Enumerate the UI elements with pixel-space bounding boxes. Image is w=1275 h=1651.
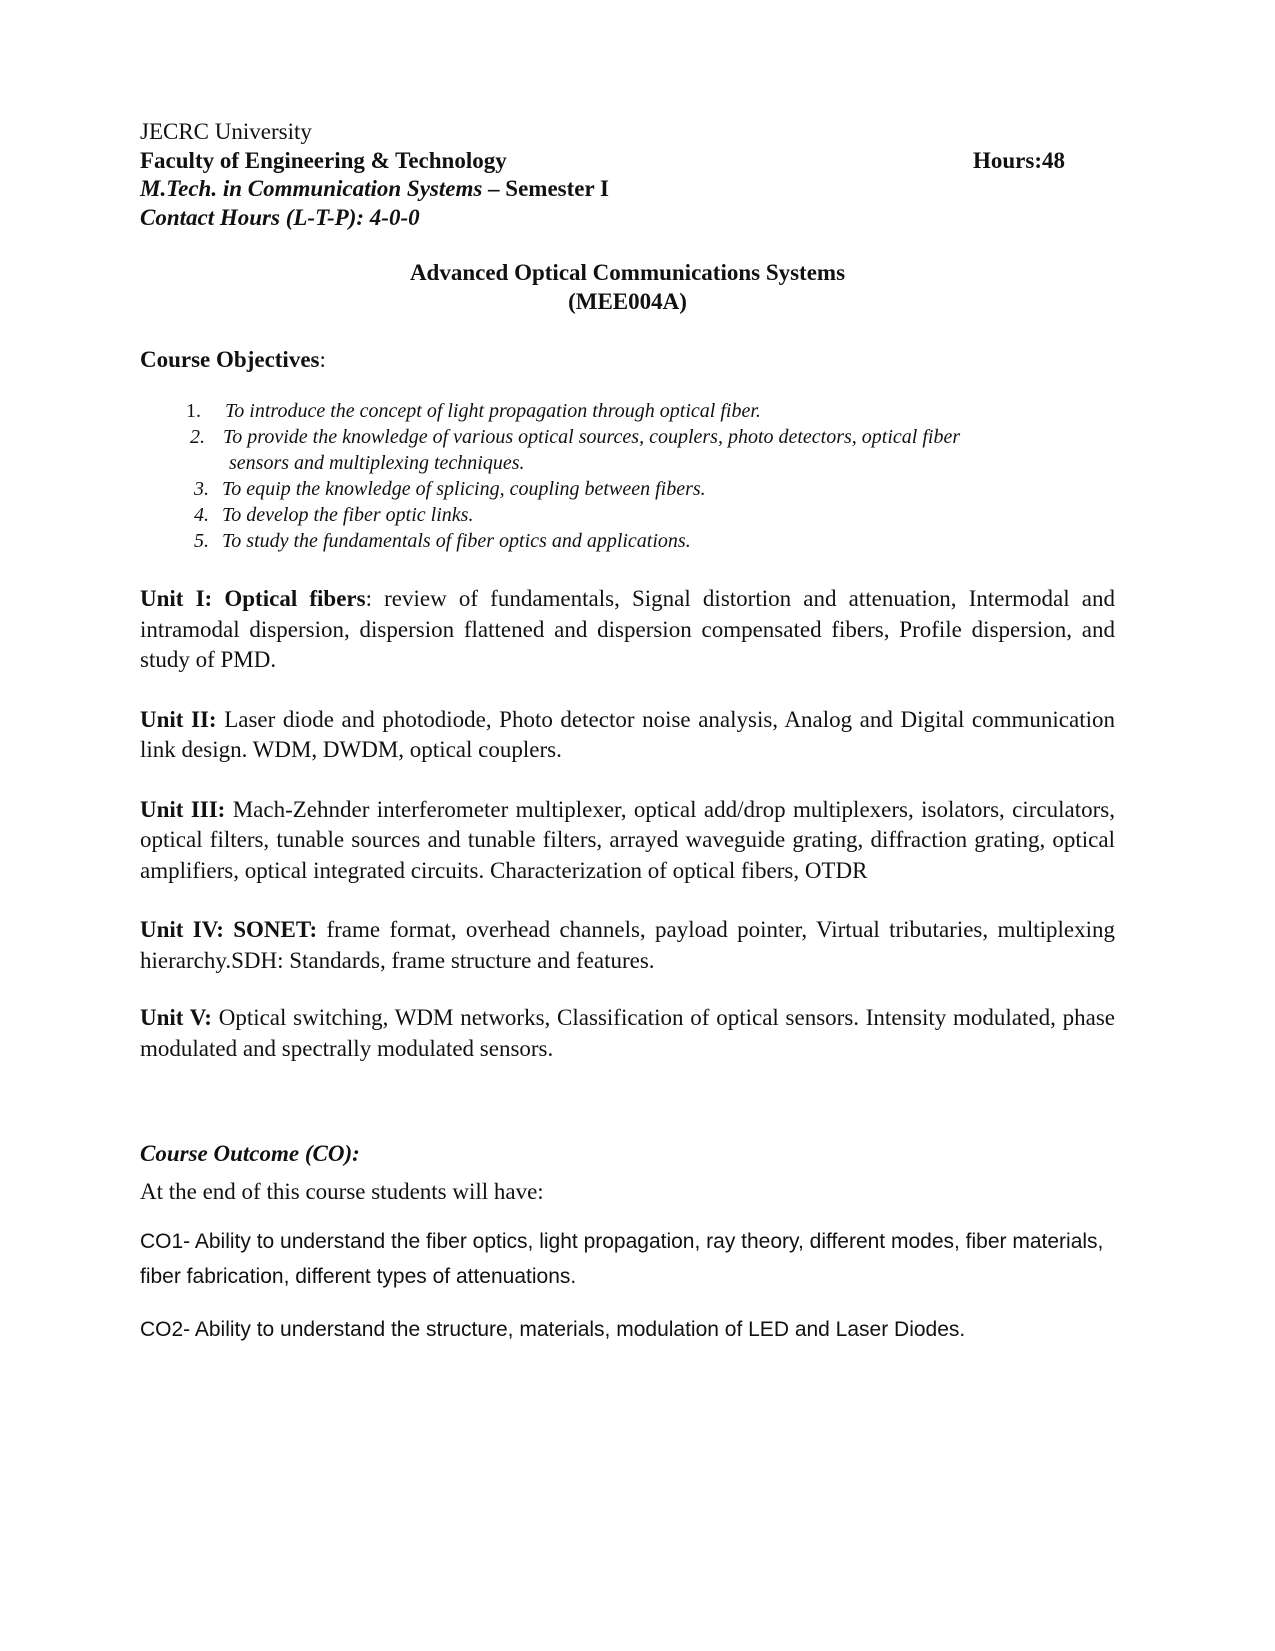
list-item <box>140 502 1115 528</box>
unit-label: Unit I: Optical fibers <box>140 586 366 611</box>
list-item-text: To provide the knowledge of various optical sources, couplers, photo detectors, optical fiber sensors and multiplexing techniques. <box>223 426 961 474</box>
unit-text: : review of fundamentals, Signal distortion and attenuation, Intermodal and intramodal dispersion, dispersion flattened and dispersion compensated fibers, Profile dispersion, and study of PMD. <box>140 586 1115 672</box>
unit-text: Mach-Zehnder interferometer multiplexer, optical add/drop multiplexers, isolators, circulators, optical filters, tunable sources and tunable filters, arrayed waveguide grating, diffraction grating, optical amplifiers, optical integrated circuits. Characterization of optical fibers, OTDR <box>140 796 1115 883</box>
list-item-number: 4. <box>194 504 209 526</box>
course-title: Advanced Optical Communications Systems <box>409 260 846 285</box>
list-item-text: To study the fundamentals of fiber optics and applications. <box>222 530 691 552</box>
objectives-heading <box>140 346 1115 374</box>
list-item-text: To develop the fiber optic links. <box>222 504 474 526</box>
program-line <box>140 175 1115 204</box>
program-semester: – Semester I <box>482 176 609 201</box>
unit-label: Unit V: <box>140 1005 212 1030</box>
objectives-heading-text: Course Objectives <box>140 347 320 372</box>
objectives-heading-colon: : <box>319 347 326 372</box>
university-name: JECRC University <box>140 119 312 144</box>
list-item <box>140 398 1115 424</box>
objectives-list <box>140 398 1115 554</box>
list-item-number: 3. <box>194 478 209 500</box>
unit-text: Optical switching, WDM networks, Classification of optical sensors. Intensity modulated, phase modulated and spectrally modulated sensors. <box>140 1005 1115 1061</box>
unit-label: Unit III: <box>140 796 226 822</box>
document-header <box>140 118 1115 232</box>
outcome-item: CO1- Ability to understand the fiber optics, light propagation, ray theory, different modes, fiber materials, fiber fabrication, different types of attenuations. <box>140 1230 1104 1288</box>
list-item <box>140 424 1115 476</box>
faculty-row <box>140 147 1065 176</box>
unit-text: frame format, overhead channels, payload pointer, Virtual tributaries, multiplexing hierarchy.SDH: Standards, frame structure and features. <box>140 917 1115 973</box>
unit-paragraph <box>140 705 1115 766</box>
list-item-text: To introduce the concept of light propagation through optical fiber. <box>225 400 761 422</box>
program-name: M.Tech. in Communication Systems <box>140 176 483 201</box>
unit-paragraph <box>140 795 1115 887</box>
faculty-name: Faculty of Engineering & Technology <box>140 147 507 173</box>
course-title-block <box>140 258 1115 316</box>
unit-paragraph <box>140 584 1115 676</box>
outcomes-intro: At the end of this course students will have: <box>140 1179 544 1204</box>
unit-paragraph <box>140 1003 1115 1064</box>
list-item-text: To equip the knowledge of splicing, coupling between fibers. <box>222 478 706 500</box>
list-item <box>140 476 1115 502</box>
unit-paragraph <box>140 915 1115 976</box>
contact-hours: Contact Hours (L-T-P): 4-0-0 <box>140 204 420 230</box>
course-code: (MEE004A) <box>568 289 687 314</box>
course-hours: Hours:48 <box>973 147 1065 173</box>
list-item <box>140 528 1115 554</box>
unit-text: Laser diode and photodiode, Photo detector noise analysis, Analog and Digital communication link design. WDM, DWDM, optical couplers. <box>140 706 1116 762</box>
outcomes-heading: Course Outcome (CO): <box>140 1141 360 1166</box>
units-section <box>140 584 1115 1064</box>
unit-label: Unit II: <box>140 706 217 732</box>
outcome-item: CO2- Ability to understand the structure, materials, modulation of LED and Laser Diodes. <box>140 1318 966 1341</box>
syllabus-page <box>140 118 1115 1347</box>
list-item-number: 1. <box>186 400 201 422</box>
unit-label: Unit IV: SONET: <box>140 917 318 942</box>
list-item-number: 2. <box>190 426 205 448</box>
list-item-number: 5. <box>194 530 209 552</box>
